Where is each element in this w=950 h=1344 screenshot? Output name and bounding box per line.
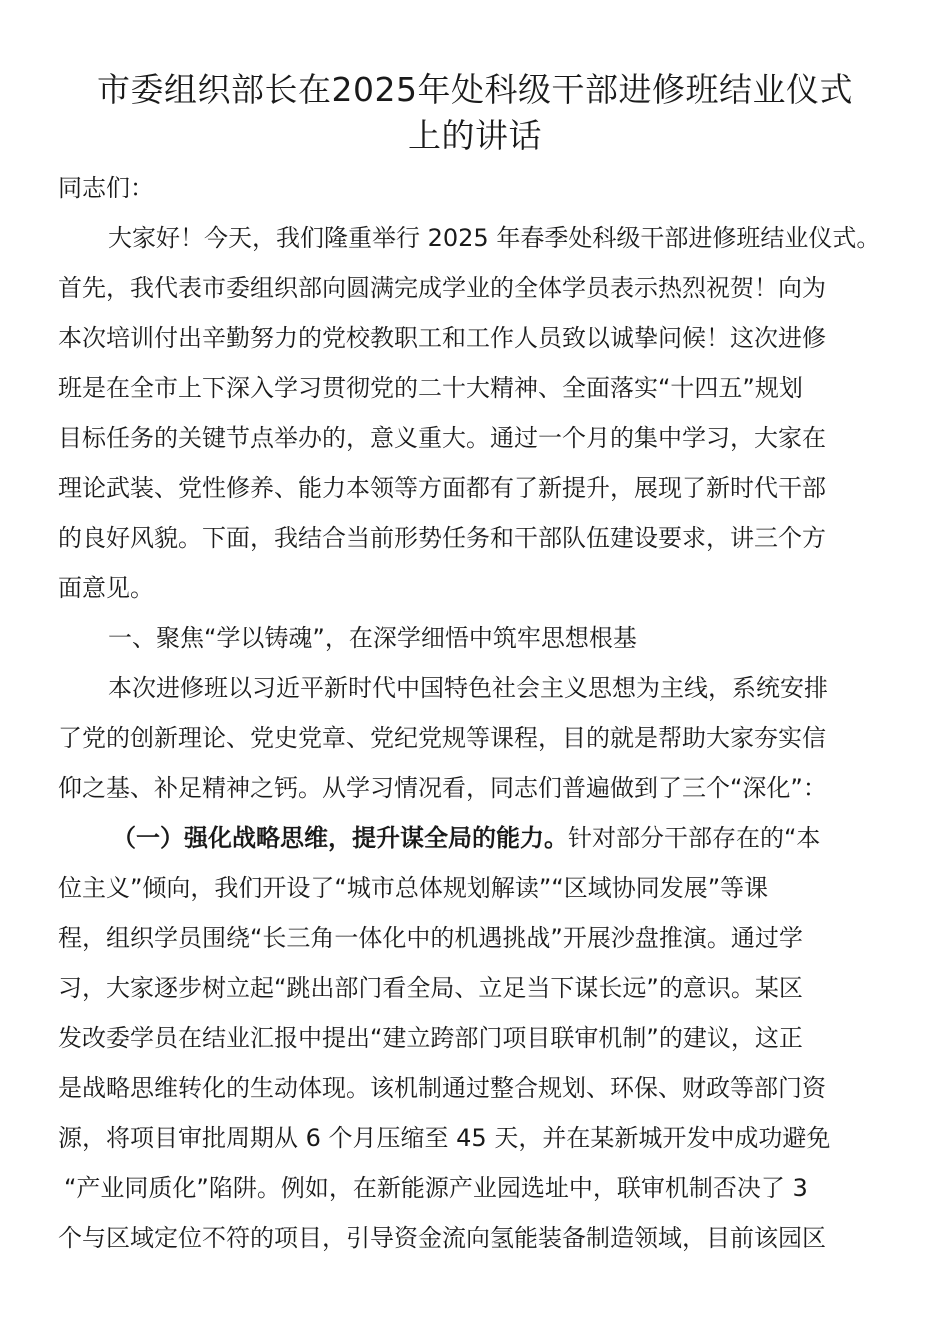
paragraph3-line: 习，大家逐步树立起“跳出部门看全局、立足当下谋长远”的意识。某区 <box>58 974 803 1002</box>
paragraph3-line: “产业同质化”陷阱。例如，在新能源产业园选址中，联审机制否决了 3 <box>64 1174 808 1202</box>
paragraph1-line: 面意见。 <box>58 574 154 602</box>
paragraph3-first-line-text: 针对部分干部存在的“本 <box>568 824 821 852</box>
paragraph3-first-line <box>112 822 820 854</box>
paragraph3-line: 发改委学员在结业汇报中提出“建立跨部门项目联审机制”的建议，这正 <box>58 1024 803 1052</box>
paragraph2-line: 本次进修班以习近平新时代中国特色社会主义思想为主线，系统安排 <box>108 674 828 702</box>
paragraph3-line: 个与区域定位不符的项目，引导资金流向氢能装备制造领域，目前该园区 <box>58 1224 826 1252</box>
paragraph3-line: 位主义”倾向，我们开设了“城市总体规划解读”“区域协同发展”等课 <box>58 874 769 902</box>
paragraph1-line: 首先，我代表市委组织部向圆满完成学业的全体学员表示热烈祝贺！向为 <box>58 274 826 302</box>
paragraph1-line: 班是在全市上下深入学习贯彻党的二十大精神、全面落实“十四五”规划 <box>58 374 803 402</box>
paragraph1-line: 大家好！今天，我们隆重举行 2025 年春季处科级干部进修班结业仪式。 <box>108 224 881 252</box>
document-title-line-2: 上的讲话 <box>408 116 542 155</box>
paragraph2-line: 了党的创新理论、党史党章、党纪党规等课程，目的就是帮助大家夯实信 <box>58 724 826 752</box>
paragraph3-line: 程，组织学员围绕“长三角一体化中的机遇挑战”开展沙盘推演。通过学 <box>58 924 803 952</box>
subsection-heading: （一）强化战略思维，提升谋全局的能力。 <box>112 824 568 852</box>
paragraph1-line: 的良好风貌。下面，我结合当前形势任务和干部队伍建设要求，讲三个方 <box>58 524 826 552</box>
paragraph2-line: 仰之基、补足精神之钙。从学习情况看，同志们普遍做到了三个“深化”： <box>58 774 827 802</box>
paragraph3-line: 源，将项目审批周期从 6 个月压缩至 45 天，并在某新城开发中成功避免 <box>58 1124 831 1152</box>
paragraph1-line: 目标任务的关键节点举办的，意义重大。通过一个月的集中学习，大家在 <box>58 424 826 452</box>
document-title-line-1: 市委组织部长在2025年处科级干部进修班结业仪式 <box>97 70 853 109</box>
paragraph1-line: 本次培训付出辛勤努力的党校教职工和工作人员致以诚挚问候！这次进修 <box>58 324 826 352</box>
salutation: 同志们： <box>58 174 154 202</box>
paragraph1-line: 理论武装、党性修养、能力本领等方面都有了新提升，展现了新时代干部 <box>58 474 826 502</box>
section-heading: 一、聚焦“学以铸魂”，在深学细悟中筑牢思想根基 <box>108 624 637 652</box>
paragraph3-line: 是战略思维转化的生动体现。该机制通过整合规划、环保、财政等部门资 <box>58 1074 826 1102</box>
